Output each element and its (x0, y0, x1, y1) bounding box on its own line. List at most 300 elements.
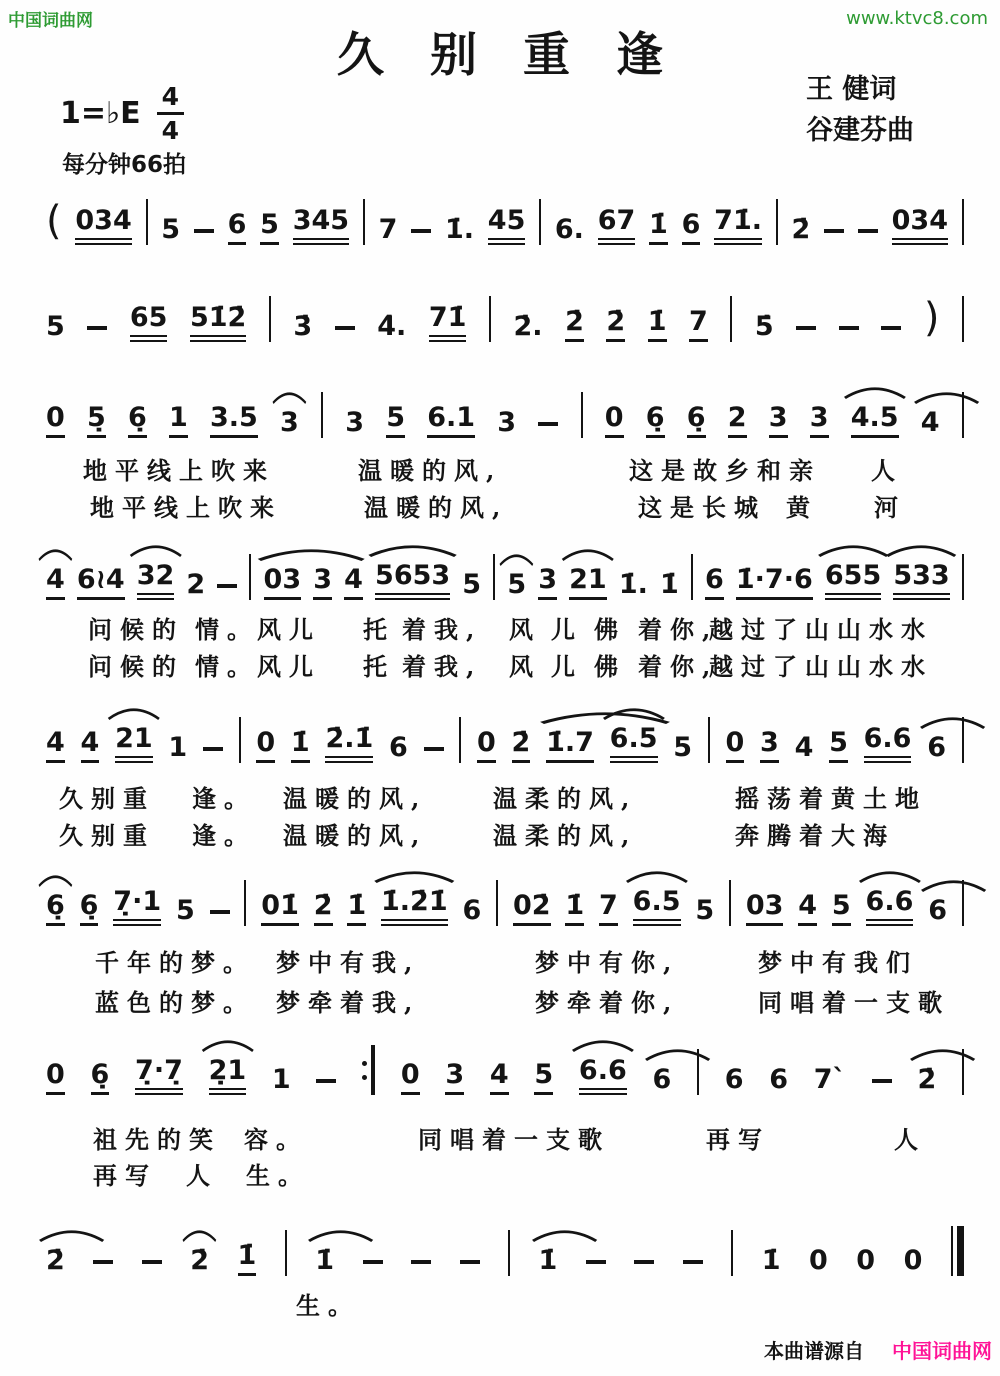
lyric-segment: 温暖的风, (283, 784, 428, 813)
note-text: 6.5 (610, 723, 658, 763)
dash-token (93, 1260, 113, 1276)
lyric-segment: 蓝色的梦。 (95, 988, 255, 1017)
note-text: 2̇ (512, 727, 531, 763)
repeat-dot (362, 1061, 367, 1066)
note-text: 0 (256, 727, 275, 763)
lyric-segment: 这是故乡和亲 (629, 456, 821, 485)
barline (962, 296, 964, 342)
note-token (313, 564, 332, 600)
barline (363, 199, 365, 245)
slur-arc (843, 385, 907, 399)
lyric-segment: 着你, (638, 615, 719, 644)
note-token (46, 1245, 65, 1276)
repeat-bar (371, 1045, 375, 1095)
note-text: 7̣·1 (113, 886, 161, 926)
note-token (325, 723, 373, 763)
lyric-row (46, 779, 964, 811)
note-token (293, 311, 312, 342)
dash-token (210, 910, 230, 926)
note-token (389, 732, 408, 763)
note-text: 51̇2̇ (190, 302, 246, 342)
note-token (689, 306, 708, 342)
lyricist-credit: 王 健词 (806, 74, 897, 105)
note-token (87, 402, 106, 438)
lyric-segment: 情。 (195, 652, 259, 681)
note-token (512, 727, 531, 763)
barline (269, 296, 271, 342)
note-text: 5 (829, 727, 848, 763)
slur-arc (920, 878, 987, 892)
lyric-row (46, 647, 964, 679)
duration-dash (872, 1079, 892, 1083)
note-text: 3̇ (293, 310, 313, 342)
note-token (652, 1064, 671, 1095)
barline (508, 1230, 510, 1276)
credits (806, 70, 914, 151)
note-token (137, 560, 175, 600)
note-text: 6̣ (646, 402, 665, 438)
lyric-segment: 梦牵着我, (276, 988, 421, 1017)
note-token (660, 569, 679, 600)
note-token (256, 727, 275, 763)
dash-token (824, 229, 844, 245)
song-title: 久别重逢 (337, 28, 709, 83)
note-token (832, 890, 851, 926)
note-token (633, 886, 681, 926)
open-paren (46, 198, 62, 245)
note-token (293, 205, 349, 245)
lyric-segment: 托 (363, 615, 395, 644)
note-token (599, 890, 618, 926)
duration-dash (363, 1260, 383, 1264)
duration-dash (796, 326, 816, 330)
slur-arc (256, 547, 366, 561)
note-text: 5 (832, 890, 851, 926)
note-text: 1̇ (648, 306, 667, 342)
note-token (605, 402, 624, 438)
note-token (161, 214, 180, 245)
note-token (714, 205, 762, 245)
note-text: 0 (903, 1244, 923, 1276)
repeat-dots (362, 1061, 367, 1080)
note-token (646, 402, 665, 438)
dash-token (586, 1260, 606, 1276)
note-token (377, 311, 406, 342)
note-token (798, 890, 817, 926)
note-token (695, 895, 714, 926)
note-text: 6 (462, 894, 482, 926)
lyric-segment: 风儿 (257, 652, 321, 681)
dash-token (424, 747, 444, 763)
note-text: 01̇ (261, 890, 299, 926)
note-token (851, 402, 899, 438)
note-token (344, 564, 363, 600)
note-token (347, 890, 366, 926)
slur-arc (644, 1047, 711, 1061)
note-token (893, 560, 949, 600)
note-token (736, 564, 813, 600)
note-token (445, 214, 474, 245)
note-text: 4 (46, 564, 65, 600)
note-token (128, 402, 147, 438)
final-barline (951, 1226, 964, 1276)
note-token (610, 723, 658, 763)
barline (496, 880, 498, 926)
note-token (728, 402, 747, 438)
note-token (565, 890, 584, 926)
note-text: 2̇ (565, 306, 584, 342)
note-text: 2 (186, 568, 206, 600)
note-token (280, 407, 299, 438)
note-text: 3 (538, 564, 557, 600)
slur-arc (885, 543, 957, 557)
lyric-segment: 梦中有我, (276, 948, 421, 977)
lyric-segment: 久别重 (59, 784, 155, 813)
note-text: 71̇ (429, 302, 467, 342)
barline (697, 1049, 699, 1095)
duration-dash (460, 1260, 480, 1264)
note-text: 0 (401, 1059, 420, 1095)
watermark-site-left[interactable]: 中国词曲网 (8, 11, 93, 31)
lyric-segment: 梦牵着你, (535, 988, 680, 1017)
note-text: 21 (569, 564, 607, 600)
note-token (272, 1064, 291, 1095)
note-text: 21 (115, 723, 153, 763)
note-row (46, 703, 964, 763)
note-token (315, 1245, 334, 1276)
note-text: 67 (598, 205, 636, 245)
note-token (46, 1059, 65, 1095)
note-text: 4 (46, 727, 65, 763)
duration-dash (142, 1260, 162, 1264)
dash-token (872, 1079, 892, 1095)
note-text: 1̇ (315, 1244, 335, 1276)
music-system (46, 1035, 964, 1195)
note-token (209, 1055, 247, 1095)
dash-token (217, 584, 237, 600)
note-text: 6 (652, 1063, 672, 1095)
barline (962, 880, 964, 926)
lyric-row (46, 451, 964, 483)
note-token (46, 727, 65, 763)
note-token (46, 890, 65, 926)
note-row (46, 1216, 964, 1276)
tempo-marking: 每分钟66拍 (62, 152, 187, 178)
note-token (513, 890, 551, 926)
note-token (135, 1055, 183, 1095)
dash-token (194, 229, 214, 245)
note-token (619, 569, 648, 600)
barline (493, 554, 495, 600)
note-token (375, 560, 450, 600)
note-text: 0 (477, 727, 496, 763)
final-bar-thin (951, 1226, 953, 1276)
note-token (113, 886, 161, 926)
slur-arc (272, 390, 307, 404)
time-signature-numerator: 4 (157, 84, 184, 115)
note-token (115, 723, 153, 763)
slur-arc (913, 390, 980, 404)
note-token (291, 727, 310, 763)
note-token (809, 1245, 828, 1276)
lyric-segment: 温柔的风, (493, 821, 638, 850)
note-text: 6 (705, 564, 724, 600)
note-token (760, 727, 779, 763)
note-row (46, 185, 964, 245)
note-text: 0 (46, 1059, 65, 1095)
note-token (77, 564, 125, 600)
note-text: 2̇ (917, 1063, 937, 1095)
slur-arc (307, 1228, 374, 1242)
lyric-segment: 人 (894, 1125, 926, 1154)
note-token (649, 209, 668, 245)
footer (764, 1335, 992, 1364)
note-token (856, 1245, 875, 1276)
barline (539, 199, 541, 245)
lyric-segment: 梦中有你, (535, 948, 680, 977)
note-token (795, 732, 814, 763)
barline (962, 392, 964, 438)
note-text: 5̇ (754, 310, 774, 342)
note-token (726, 727, 745, 763)
paren-glyph: ) (923, 295, 940, 341)
barline (249, 554, 251, 600)
note-text: 32 (137, 560, 175, 600)
note-text: 1̇.2̇1̇ (381, 886, 448, 926)
note-token (534, 1059, 553, 1095)
footer-source-label: 本曲谱源自 (764, 1339, 864, 1363)
note-text: 0 (605, 402, 624, 438)
note-text: 5 (507, 568, 527, 600)
note-token (864, 723, 912, 763)
duration-dash (217, 584, 237, 588)
lyric-row (46, 488, 964, 520)
note-token (579, 1055, 627, 1095)
repeat-dot (362, 1075, 367, 1080)
paren-glyph: ( (46, 198, 62, 244)
lyric-segment: 问候的 (88, 615, 184, 644)
note-token (168, 732, 187, 763)
lyric-segment: 着你, (638, 652, 719, 681)
note-token (490, 1059, 509, 1095)
duration-dash (538, 422, 558, 426)
note-text: 5 (695, 894, 715, 926)
note-token (462, 569, 481, 600)
dash-token (538, 422, 558, 438)
lyric-segment: 这是长城 (638, 493, 766, 522)
note-token (705, 564, 724, 600)
lyric-segment: 千年的梦。 (95, 948, 255, 977)
slur-arc (38, 1228, 105, 1242)
watermark-site-url[interactable]: www.ktvc8.com (846, 8, 988, 29)
dash-token (87, 326, 107, 342)
note-text: 3.5 (210, 402, 258, 438)
footer-site-link[interactable]: 中国词曲网 (892, 1339, 992, 1363)
duration-dash (411, 229, 431, 233)
barline (776, 199, 778, 245)
slur-arc (858, 869, 922, 883)
note-text: 5 (462, 568, 482, 600)
slur-arc (625, 869, 689, 883)
slur-arc (201, 1038, 255, 1052)
slur-arc (561, 547, 615, 561)
note-text: 1̇ (238, 1240, 257, 1276)
duration-dash (824, 229, 844, 233)
note-text: 2̇.1̇ (325, 723, 373, 763)
note-text: 3 (345, 406, 365, 438)
note-text: 533 (893, 560, 949, 600)
note-text: 6 (389, 731, 408, 763)
note-token (488, 205, 526, 245)
note-token (91, 1059, 110, 1095)
lyric-segment: 风儿 (257, 615, 321, 644)
note-text: 6̣ (91, 1059, 110, 1095)
note-token (598, 205, 636, 245)
dash-token (634, 1260, 654, 1276)
music-system (46, 703, 964, 863)
dash-token (335, 326, 355, 342)
note-text: 6.1 (427, 402, 475, 438)
lyric-segment: 地平线上吹来 (83, 456, 275, 485)
note-text: 1̇ (347, 890, 366, 926)
lyric-segment: 温暖的风, (283, 821, 428, 850)
note-token (381, 886, 448, 926)
note-text: 3 (445, 1059, 464, 1095)
note-text: 71̇. (714, 205, 762, 245)
lyric-row (46, 1286, 964, 1318)
duration-dash (210, 910, 230, 914)
note-text: 6 (928, 894, 948, 926)
note-row (46, 282, 964, 342)
lyric-row (46, 1120, 964, 1152)
note-text: 345 (293, 205, 349, 245)
dash-token (316, 1079, 336, 1095)
note-text: 02̇ (513, 890, 551, 926)
note-text: 4 (798, 890, 817, 926)
note-text: 1̇ (565, 890, 584, 926)
note-token (261, 890, 299, 926)
note-token (792, 214, 811, 245)
barline (459, 717, 461, 763)
note-row (46, 378, 964, 438)
note-token (555, 214, 584, 245)
duration-dash (634, 1260, 654, 1264)
note-text: 1̇. (618, 568, 648, 600)
lyric-segment: 问候的 (88, 652, 184, 681)
composer-credit: 谷建芬曲 (806, 114, 914, 146)
slur-arc (531, 1228, 598, 1242)
duration-dash (424, 747, 444, 751)
lyric-segment: 人 (186, 1161, 218, 1190)
key-signature-text: 1=♭E (60, 96, 141, 131)
note-token (176, 895, 195, 926)
note-text: 5 (260, 209, 279, 245)
slur-arc (129, 543, 183, 557)
barline (244, 880, 246, 926)
duration-dash (203, 747, 223, 751)
time-signature (157, 84, 184, 143)
note-token (46, 402, 65, 438)
duration-dash (335, 326, 355, 330)
note-token (401, 1059, 420, 1095)
lyric-segment: 奔腾着大海 (735, 821, 895, 850)
note-token (810, 402, 829, 438)
note-token (513, 311, 542, 342)
note-text: 1̇·7·6 (736, 564, 813, 600)
dash-token (683, 1260, 703, 1276)
note-text: 5 (534, 1059, 553, 1095)
note-token (81, 727, 100, 763)
note-text: 6̣ (46, 890, 65, 926)
note-text: 5 (46, 310, 65, 342)
lyric-segment: 逢。 (192, 821, 256, 850)
note-text: 6 (228, 209, 247, 245)
note-text: 3 (810, 402, 829, 438)
duration-dash (683, 1260, 703, 1264)
note-token (769, 1064, 788, 1095)
note-token (648, 306, 667, 342)
note-text: 6̣ (687, 402, 706, 438)
note-text: 3 (497, 406, 517, 438)
slur-arc (909, 1047, 976, 1061)
duration-dash (93, 1260, 113, 1264)
lyric-segment: 河 (874, 493, 906, 522)
note-text: 03 (746, 890, 784, 926)
note-text: 1 (271, 1063, 291, 1095)
note-token (746, 890, 784, 926)
note-token (829, 727, 848, 763)
lyric-row (46, 943, 964, 975)
barline (285, 1230, 287, 1276)
note-row (46, 866, 964, 926)
note-token (429, 302, 467, 342)
note-token (917, 1064, 936, 1095)
note-text: 4 (81, 727, 100, 763)
note-token (892, 205, 948, 245)
note-token (169, 402, 188, 438)
dash-token (203, 747, 223, 763)
duration-dash (316, 1079, 336, 1083)
lyric-segment: 温暖的风, (364, 493, 509, 522)
note-text: 6.6 (864, 723, 912, 763)
note-text: 1̇ (659, 568, 679, 600)
dash-token (411, 229, 431, 245)
note-text: 1̇.7 (546, 727, 594, 763)
lyric-segment: 佛 (594, 615, 626, 644)
note-token (314, 890, 333, 926)
note-text: 034 (75, 205, 131, 245)
note-text: 4 (794, 731, 814, 763)
note-text: 2̇. (513, 310, 543, 342)
lyric-segment: 托 (363, 652, 395, 681)
duration-dash (586, 1260, 606, 1264)
lyric-segment: 再写 (93, 1161, 157, 1190)
note-text: 0 (856, 1244, 876, 1276)
slur-arc (817, 543, 889, 557)
note-text: 034 (892, 205, 948, 245)
note-text: 1̇ (291, 727, 310, 763)
note-text: 4 (490, 1059, 509, 1095)
note-token (238, 1240, 257, 1276)
note-text: 3 (769, 402, 788, 438)
note-token (190, 1245, 209, 1276)
duration-dash (881, 326, 901, 330)
note-token (569, 564, 607, 600)
dash-token (858, 229, 878, 245)
lyric-segment: 同唱着一支歌 (758, 988, 950, 1017)
note-text: 1̇ (538, 1244, 558, 1276)
lyric-segment: 越过了山山水水 (709, 615, 933, 644)
